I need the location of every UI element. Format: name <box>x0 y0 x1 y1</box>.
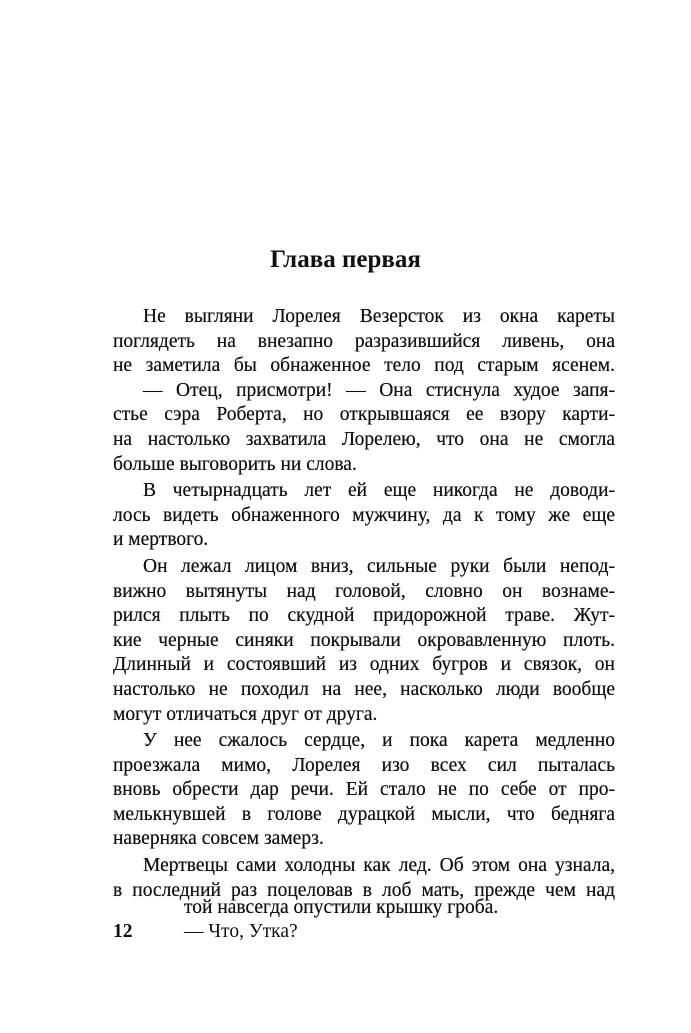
text-line: Не выгляни Лорелея Везерсток из окна кареты <box>143 306 615 327</box>
text-line: поглядеть на внезапно разразившийся ливень, она <box>113 330 615 352</box>
text-line: настолько не походил на нее, насколько люди вообще <box>113 678 615 700</box>
text-line: рился плыть по скудной придорожной траве. Жут- <box>113 605 615 627</box>
text-line: на настолько захватила Лорелею, что она не смогла <box>113 428 615 450</box>
text-line: той навсегда опустили крышку гроба. <box>184 897 499 918</box>
text-line: и мертвого. <box>113 529 209 551</box>
text-line: Мертвецы сами холодны как лед. Об этом она узнала, <box>143 855 615 877</box>
text-line: вновь обрести дар речи. Ей стало не по себе от про- <box>113 779 615 801</box>
text-line: — Отец, присмотри! — Она стиснула худое запя- <box>143 379 615 401</box>
page-number: 12 <box>113 921 133 942</box>
chapter-title: Глава первая <box>270 246 421 273</box>
text-line: У нее сжалось сердце, и пока карета медленно <box>143 730 615 752</box>
text-line: В четырнадцать лет ей еще никогда не доводи- <box>143 480 615 502</box>
text-line: вижно вытянуты над головой, словно он вознаме- <box>113 580 615 602</box>
text-line: — Что, Утка? <box>184 921 298 942</box>
body-text <box>113 305 615 903</box>
text-line: могут отличаться друг от друга. <box>113 703 378 725</box>
text-line: Он лежал лицом вниз, сильные руки были непод- <box>143 555 615 577</box>
text-line: больше выговорить ни слова. <box>113 453 357 475</box>
text-line: Длинный и состоявший из одних бугров и связок, он <box>113 654 615 676</box>
text-line: в последний раз поцеловав в лоб мать, прежде чем над <box>113 879 615 901</box>
text-line: наверняка совсем замерз. <box>113 828 324 850</box>
page-footer <box>113 920 298 945</box>
text-line: лось видеть обнаженного мужчину, да к тому же еще <box>113 504 615 526</box>
text-line: мелькнувшей в голове дурацкой мысли, что бедняга <box>113 803 615 825</box>
text-line: стье сэра Роберта, но открывшаяся ее взору карти- <box>113 404 615 426</box>
text-line: не заметила бы обнаженное тело под старым ясенем. <box>113 355 615 377</box>
text-line: проезжала мимо, Лорелея изо всех сил пыталась <box>113 754 615 776</box>
text-line: кие черные синяки покрывали окровавленную плоть. <box>113 629 615 651</box>
